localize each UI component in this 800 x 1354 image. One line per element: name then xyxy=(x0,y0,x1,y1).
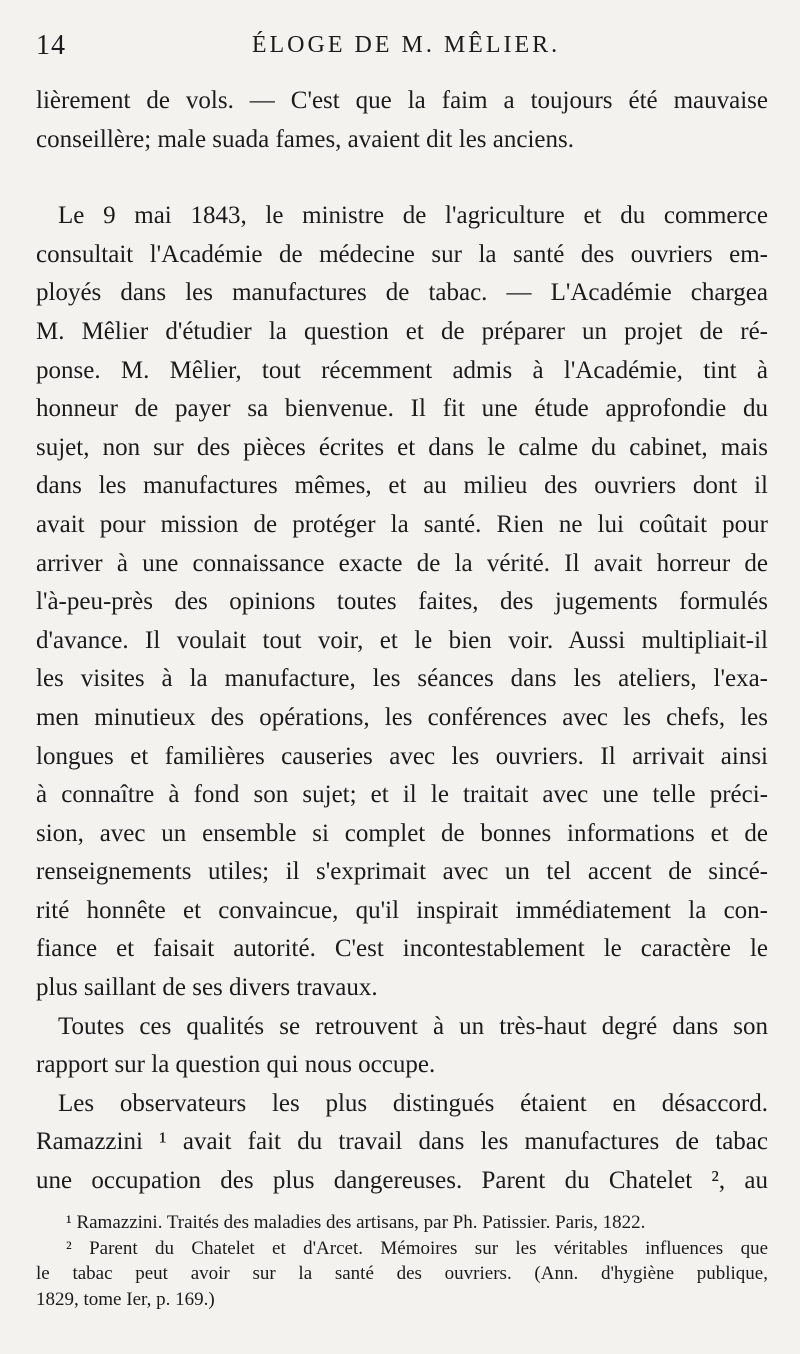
text-line: consultait l'Académie de médecine sur la santé des ouvriers em- xyxy=(36,240,768,268)
text-line: Le 9 mai 1843, le ministre de l'agriculture et du commerce xyxy=(58,202,768,230)
paragraph-continuation-end xyxy=(36,121,768,160)
paragraph-observateurs xyxy=(36,1085,768,1201)
text-line: ponse. M. Mêlier, tout récemment admis à l'Académie, tint à xyxy=(36,356,768,384)
text-line: rapport sur la question qui nous occupe. xyxy=(36,1051,436,1079)
text-line: sujet, non sur des pièces écrites et dans le calme du cabinet, mais xyxy=(36,433,768,461)
text-line: men minutieux des opérations, les conférences avec les chefs, les xyxy=(36,703,768,731)
text-line: sion, avec un ensemble si complet de bonnes informations et de xyxy=(36,819,768,847)
text-line: à connaître à fond son sujet; et il le traitait avec une telle préci- xyxy=(36,781,768,809)
text-line: plus saillant de ses divers travaux. xyxy=(36,974,378,1002)
text-line: Les observateurs les plus distingués étaient en désaccord. xyxy=(58,1089,768,1117)
text-line: l'à-peu-près des opinions toutes faites, des jugements formulés xyxy=(36,588,768,616)
text-line: ployés dans les manufactures de tabac. — L'Académie chargea xyxy=(36,279,768,307)
text-line: honneur de payer sa bienvenue. Il fit une étude approfondie du xyxy=(36,395,768,423)
footnote-2-line: ² Parent du Chatelet et d'Arcet. Mémoires sur les véritables influences que xyxy=(66,1237,768,1259)
footnote-1: ¹ Ramazzini. Traités des maladies des artisans, par Ph. Patissier. Paris, 1822. xyxy=(66,1212,646,1233)
text-line: Toutes ces qualités se retrouvent à un très-haut degré dans son xyxy=(58,1012,768,1040)
text-line: avait pour mission de protéger la santé. Rien ne lui coûtait pour xyxy=(36,510,768,538)
footnote-2-line: 1829, tome Ier, p. 169.) xyxy=(36,1288,215,1310)
page-number: 14 xyxy=(36,30,66,61)
page-header xyxy=(36,30,776,70)
text-line: fiance et faisait autorité. C'est incontestablement le caractère le xyxy=(36,935,768,963)
text-line: d'avance. Il voulait tout voir, et le bien voir. Aussi multipliait-il xyxy=(36,626,768,654)
footnotes xyxy=(36,1210,768,1312)
text-line: lièrement de vols. — C'est que la faim a toujours été mauvaise xyxy=(36,87,768,114)
paragraph-qualites xyxy=(36,1008,768,1085)
text-line: dans les manufactures mêmes, et au milieu des ouvriers dont il xyxy=(36,472,768,500)
paragraph-continuation xyxy=(36,82,768,121)
text-line: arriver à une connaissance exacte de la vérité. Il avait horreur de xyxy=(36,549,768,577)
running-title: ÉLOGE DE M. MÊLIER. xyxy=(251,32,561,58)
paragraph-rapport xyxy=(36,197,768,1007)
text-line: M. Mêlier d'étudier la question et de préparer un projet de ré- xyxy=(36,317,768,345)
text-line: conseillère; male suada fames, avaient dit les anciens. xyxy=(36,125,574,153)
text-line: longues et familières causeries avec les ouvriers. Il arrivait ainsi xyxy=(36,742,768,770)
text-line: renseignements utiles; il s'exprimait avec un tel accent de sincé- xyxy=(36,858,768,886)
footnote-2-line: le tabac peut avoir sur la santé des ouvriers. (Ann. d'hygiène publique, xyxy=(36,1263,768,1284)
text-line: Ramazzini ¹ avait fait du travail dans les manufactures de tabac xyxy=(36,1128,768,1156)
text-line: rité honnête et convaincue, qu'il inspirait immédiatement la con- xyxy=(36,896,768,924)
text-line: les visites à la manufacture, les séances dans les ateliers, l'exa- xyxy=(36,665,768,693)
body-text xyxy=(36,82,768,1201)
text-line: une occupation des plus dangereuses. Parent du Chatelet ², au xyxy=(36,1167,768,1195)
